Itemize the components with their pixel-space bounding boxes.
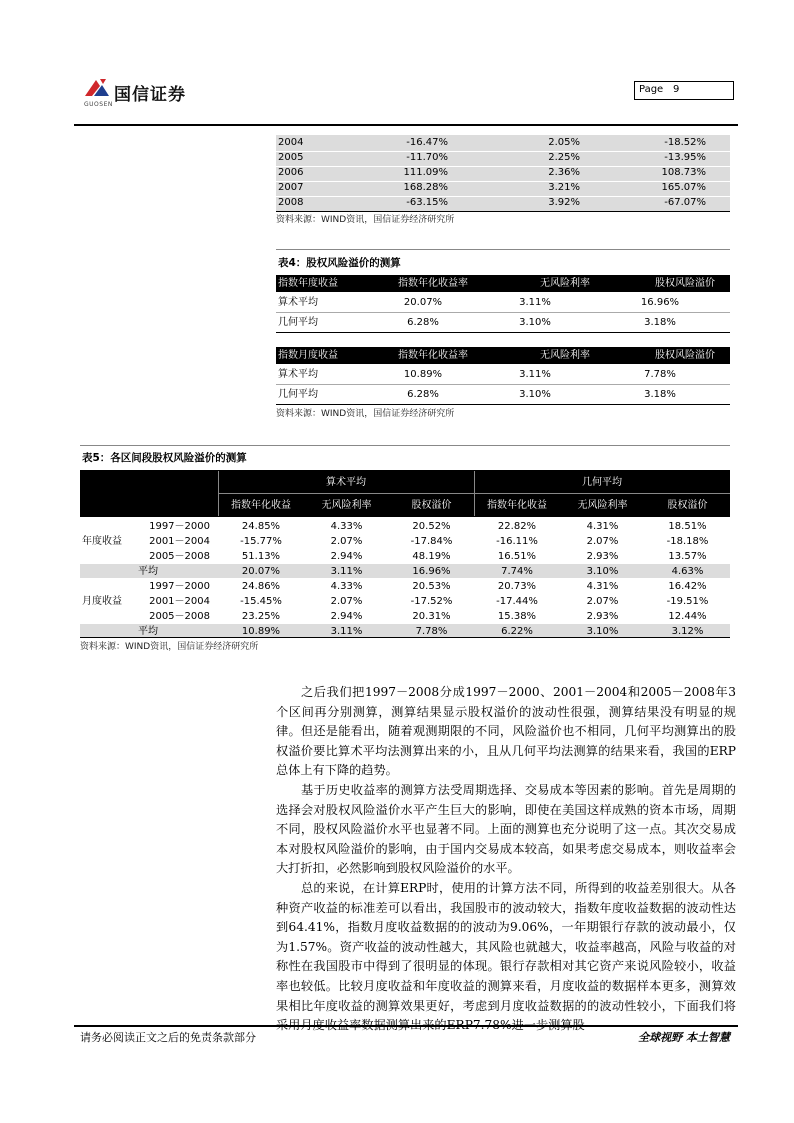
table4-title: 表4：股权风险溢价的测算 [278,257,401,269]
avg-value-cell: 3.10% [586,626,619,637]
column-header: 指数年度收益 [278,278,338,289]
avg-value-cell: 3.11% [330,566,363,577]
value-cell: 4.31% [586,521,619,532]
avg-value-cell: 16.96% [412,566,451,577]
avg-value-cell: 3.12% [671,626,704,637]
column-header: 指数月度收益 [278,350,338,361]
brand-name-en: GUOSEN [84,101,113,108]
value-cell: 168.28% [403,182,448,193]
value-cell: 2.07% [330,596,363,607]
footer-slogan: 全球视野 本土智慧 [638,1031,730,1044]
column-header: 股权风险溢价 [655,350,715,361]
table5-bottom-rule [80,637,730,638]
period-cell: 2005－2008 [149,551,210,562]
value-cell: 3.18% [644,317,676,328]
avg-value-cell: 7.74% [501,566,533,577]
table4-rule [276,332,730,333]
table4-rule-2 [276,404,730,405]
row-label: 算术平均 [278,369,318,380]
group-header-geo: 几何平均 [582,477,622,488]
value-cell: 20.31% [412,611,451,622]
value-cell: 20.73% [497,581,537,592]
avg-value-cell: 3.10% [586,566,619,577]
value-cell: 24.86% [241,581,281,592]
value-cell: 2.94% [330,611,363,622]
year-cell: 2004 [278,137,304,148]
value-cell: 6.28% [407,389,439,400]
value-cell: -63.15% [406,197,448,208]
value-cell: 48.19% [412,551,451,562]
value-cell: 24.85% [241,521,281,532]
column-header: 股权风险溢价 [655,278,715,289]
value-cell: 16.51% [497,551,537,562]
value-cell: 4.33% [330,581,363,592]
period-cell: 2001－2004 [149,536,210,547]
paragraph-1: 之后我们把1997－2008分成1997－2000、2001－2004和2005－2008年3个区间再分别测算，测算结果显示股权溢价的波动性很强，测算结果没有明显的规律。但还是能看出，随着观测期限的不同，风险溢价也不相同，几何平均测算出的股权溢价要比算术平均法测算出来的小，且从几何平均法测算的结果来看，我国的ERP总体上有下降的趋势。 [276,685,736,778]
page-label: Page [639,84,664,95]
table-bottom-rule [276,211,730,212]
value-cell: 2.05% [548,137,580,148]
footer-disclaimer: 请务必阅读正文之后的免责条款部分 [80,1031,256,1044]
column-header: 指数年化收益率 [398,278,468,289]
value-cell: 18.51% [668,521,707,532]
value-cell: 3.11% [519,297,551,308]
table5-title: 表5：各区间段股权风险溢价的测算 [82,452,247,464]
value-cell: 16.42% [668,581,707,592]
value-cell: 10.89% [403,369,443,380]
avg-label: 平均 [138,626,158,637]
value-cell: 12.44% [668,611,707,622]
value-cell: 2.25% [548,152,580,163]
guosen-logo-icon [82,76,112,102]
value-cell: -19.51% [666,596,709,607]
value-cell: 6.28% [407,317,439,328]
table4-top-rule [276,249,730,250]
row-label: 算术平均 [278,297,318,308]
year-cell: 2008 [278,197,304,208]
annual-label: 年度收益 [82,536,122,547]
sub-header: 指数年化收益 [231,500,291,511]
value-cell: 2.07% [586,536,619,547]
value-cell: 3.11% [519,369,551,380]
value-cell: -17.84% [410,536,453,547]
value-cell: 51.13% [241,551,281,562]
value-cell: 111.09% [403,167,448,178]
row-divider [276,312,730,313]
table5-source: 资料来源：WIND资讯，国信证券经济研究所 [80,642,259,652]
sub-header: 股权溢价 [667,500,708,511]
value-cell: 4.31% [586,581,619,592]
period-cell: 2001－2004 [149,596,210,607]
column-header: 无风险利率 [540,350,590,361]
avg-value-cell: 10.89% [241,626,281,637]
value-cell: -18.18% [666,536,709,547]
avg-value-cell: 20.07% [241,566,281,577]
value-cell: -17.52% [410,596,453,607]
value-cell: -17.44% [496,596,538,607]
avg-value-cell: 4.63% [671,566,704,577]
value-cell: 2.07% [586,596,619,607]
value-cell: -67.07% [664,197,706,208]
monthly-label: 月度收益 [82,596,122,607]
sub-header: 股权溢价 [411,500,452,511]
value-cell: 2.07% [330,536,363,547]
row-label: 几何平均 [278,317,318,328]
column-header: 无风险利率 [540,278,590,289]
row-divider [276,384,730,385]
value-cell: 22.82% [497,521,537,532]
value-cell: 3.21% [548,182,580,193]
value-cell: 20.53% [412,581,451,592]
value-cell: 23.25% [241,611,281,622]
avg-label: 平均 [138,566,158,577]
footer-rule [74,1025,738,1027]
sub-header: 无风险利率 [577,500,628,511]
value-cell: 3.10% [519,389,551,400]
brand-name: 国信证券 [114,85,186,105]
value-cell: -11.70% [406,152,448,163]
value-cell: 2.94% [330,551,363,562]
source-note: 资料来源：WIND资讯，国信证券经济研究所 [276,215,455,225]
value-cell: 13.57% [668,551,707,562]
value-cell: -16.11% [496,536,538,547]
value-cell: 7.78% [644,369,676,380]
column-header: 指数年化收益率 [398,350,468,361]
group-header-arith: 算术平均 [326,477,366,488]
value-cell: -16.47% [406,137,448,148]
table5-header-hline [218,493,730,494]
value-cell: 3.18% [644,389,676,400]
year-cell: 2007 [278,182,304,193]
period-cell: 1997－2000 [149,581,210,592]
value-cell: -15.45% [240,596,282,607]
paragraph-2: 基于历史收益率的测算方法受周期选择、交易成本等因素的影响。首先是周期的选择会对股权风险溢价水平产生巨大的影响，即使在美国这样成熟的资本市场，周期不同，股权风险溢价水平也显著不同。上面的测算也充分说明了这一点。其次交易成本对股权风险溢价的影响，由于国内交易成本较高，如果考虑交易成本，则收益率会大打折扣，必然影响到股权风险溢价的水平。 [276,783,736,876]
value-cell: 20.07% [403,297,443,308]
table5-top-rule [80,445,730,446]
value-cell: -18.52% [664,137,706,148]
value-cell: 2.93% [586,611,619,622]
value-cell: 20.52% [412,521,451,532]
value-cell: -15.77% [240,536,282,547]
year-cell: 2006 [278,167,304,178]
page-number: 9 [673,84,680,95]
value-cell: 16.96% [640,297,680,308]
value-cell: 3.10% [519,317,551,328]
value-cell: 108.73% [661,167,706,178]
avg-value-cell: 6.22% [501,626,533,637]
value-cell: 2.36% [548,167,580,178]
period-cell: 2005－2008 [149,611,210,622]
sub-header: 无风险利率 [321,500,372,511]
table4-source: 资料来源：WIND资讯，国信证券经济研究所 [276,409,455,419]
value-cell: 15.38% [497,611,537,622]
period-cell: 1997－2000 [149,521,210,532]
value-cell: 2.93% [586,551,619,562]
avg-value-cell: 3.11% [330,626,363,637]
avg-value-cell: 7.78% [415,626,448,637]
page-number-box [634,81,734,100]
year-cell: 2005 [278,152,304,163]
value-cell: -13.95% [664,152,706,163]
row-label: 几何平均 [278,389,318,400]
value-cell: 4.33% [330,521,363,532]
paragraph-3: 总的来说，在计算ERP时，使用的计算方法不同，所得到的收益差别很大。从各种资产收益的标准差可以看出，我国股市的波动较大，指数年度收益数据的波动性达到64.41%，指数月度收益数据的的波动为9.06%，一年期银行存款的波动最小，仅为1.57%。资产收益的波动性越大，其风险也就越大，收益率越高，风险与收益的对称性在我国股市中得到了很明显的体现。银行存款相对其它资产来说风险较小，收益率也较低。比较月度收益和年度收益的测算来看，月度收益的数据样本更多，测算效果相比年度收益的测算效果更好，考虑到月度收益数据的的波动性较小，下面我们将 [276,881,736,1013]
header-rule [74,124,738,126]
value-cell: 3.92% [548,197,580,208]
value-cell: 165.07% [661,182,706,193]
sub-header: 指数年化收益 [487,500,547,511]
